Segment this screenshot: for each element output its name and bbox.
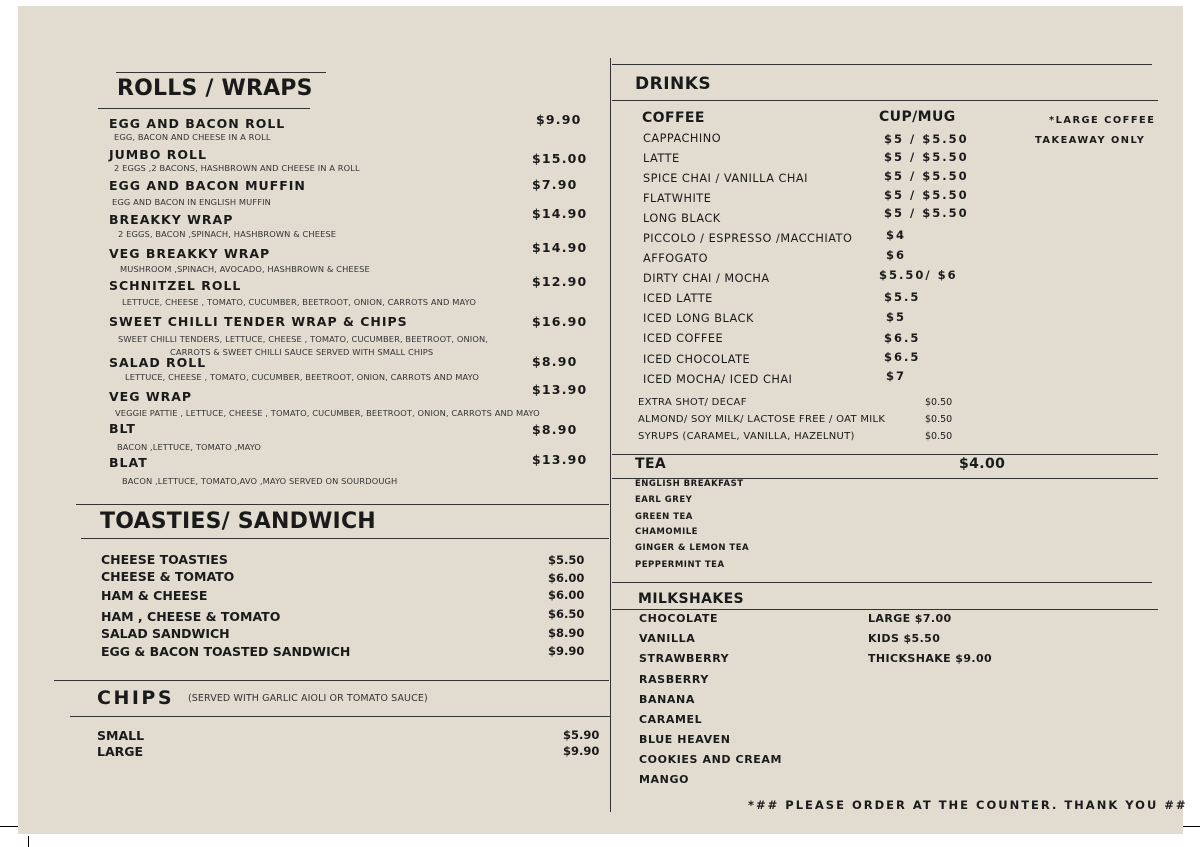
tea-price: $4.00 xyxy=(959,456,1006,472)
toastie-name: HAM , CHEESE & TOMATO xyxy=(101,609,281,624)
extra-price: $0.50 xyxy=(925,431,953,442)
coffee-name: SPICE CHAI / VANILLA CHAI xyxy=(643,172,808,185)
rolls-item-price: $14.90 xyxy=(532,206,588,221)
rolls-item-price: $15.00 xyxy=(532,151,588,166)
rolls-item-price: $8.90 xyxy=(532,354,578,369)
coffee-name: CAPPACHINO xyxy=(643,132,722,145)
rolls-item-name: BREAKKY WRAP xyxy=(109,212,234,227)
tea-item: ENGLISH BREAKFAST xyxy=(635,479,744,489)
coffee-price: $5 xyxy=(886,310,907,324)
divider xyxy=(612,609,1158,610)
section-title-toasties: TOASTIES/ SANDWICH xyxy=(100,509,376,534)
rolls-item-desc: MUSHROOM ,SPINACH, AVOCADO, HASHBROWN & CHEESE xyxy=(120,264,370,274)
menu-page xyxy=(18,6,1188,834)
rolls-item-desc: SWEET CHILLI TENDERS, LETTUCE, CHEESE , TOMATO, CUCUMBER, BEETROOT, ONION, xyxy=(118,334,488,344)
rolls-item-price: $14.90 xyxy=(532,240,588,255)
coffee-price: $7 xyxy=(886,369,907,383)
extra-price: $0.50 xyxy=(925,397,953,408)
coffee-name: ICED COFFEE xyxy=(643,332,724,345)
coffee-name: LATTE xyxy=(643,152,680,165)
rolls-item-name: SALAD ROLL xyxy=(109,355,207,370)
rolls-item-name: SWEET CHILLI TENDER WRAP & CHIPS xyxy=(109,314,408,329)
coffee-price: $6.5 xyxy=(884,350,921,364)
milkshake-flavour: BLUE HEAVEN xyxy=(639,733,731,746)
milkshake-flavour: VANILLA xyxy=(639,632,696,645)
coffee-price: $5 / $5.50 xyxy=(884,169,969,183)
milkshake-flavour: CHOCOLATE xyxy=(639,612,719,625)
extra-price: $0.50 xyxy=(925,414,953,425)
milkshake-size: KIDS $5.50 xyxy=(868,632,941,645)
milkshake-flavour: COOKIES AND CREAM xyxy=(639,753,783,766)
coffee-price: $5 / $5.50 xyxy=(884,150,969,164)
chips-price: $5.90 xyxy=(563,728,600,742)
divider xyxy=(98,108,310,109)
coffee-price: $4 xyxy=(886,228,907,242)
tea-item: EARL GREY xyxy=(635,495,693,505)
toastie-name: SALAD SANDWICH xyxy=(101,626,230,641)
milkshake-size: LARGE $7.00 xyxy=(868,612,952,625)
footer-note: *## PLEASE ORDER AT THE COUNTER. THANK YOU ## xyxy=(748,798,1188,812)
coffee-price: $5.5 xyxy=(884,290,921,304)
divider xyxy=(612,582,1152,583)
chips-note: (SERVED WITH GARLIC AIOLI OR TOMATO SAUCE) xyxy=(188,693,428,704)
rolls-item-price: $8.90 xyxy=(532,422,578,437)
rolls-item-desc: CARROTS & SWEET CHILLI SAUCE SERVED WITH SMALL CHIPS xyxy=(170,347,434,357)
divider xyxy=(612,454,1158,455)
rolls-item-name: JUMBO ROLL xyxy=(109,147,207,162)
coffee-price: $5 / $5.50 xyxy=(884,206,969,220)
rolls-item-desc: 2 EGGS ,2 BACONS, HASHBROWN AND CHEESE IN A ROLL xyxy=(114,163,360,173)
coffee-name: ICED MOCHA/ ICED CHAI xyxy=(643,373,793,386)
rolls-item-price: $13.90 xyxy=(532,452,588,467)
rolls-item-price: $12.90 xyxy=(532,274,588,289)
milkshake-flavour: BANANA xyxy=(639,693,695,706)
toastie-name: HAM & CHEESE xyxy=(101,588,208,603)
divider xyxy=(70,716,610,717)
rolls-item-price: $16.90 xyxy=(532,314,588,329)
rolls-item-desc: 2 EGGS, BACON ,SPINACH, HASHBROWN & CHEESE xyxy=(118,229,337,239)
coffee-name: AFFOGATO xyxy=(643,252,709,265)
extra-name: ALMOND/ SOY MILK/ LACTOSE FREE / OAT MILK xyxy=(638,414,886,425)
rolls-item-desc: EGG AND BACON IN ENGLISH MUFFIN xyxy=(112,197,271,207)
toastie-name: EGG & BACON TOASTED SANDWICH xyxy=(101,644,351,659)
tea-item: GREEN TEA xyxy=(635,512,693,522)
toastie-price: $6.00 xyxy=(548,588,585,602)
coffee-price: $5 / $5.50 xyxy=(884,132,969,146)
cup-mug-label: CUP/MUG xyxy=(879,109,956,125)
coffee-name: FLATWHITE xyxy=(643,192,712,205)
divider xyxy=(81,538,609,539)
divider xyxy=(54,680,609,681)
coffee-price: $5 / $5.50 xyxy=(884,188,969,202)
coffee-name: ICED CHOCOLATE xyxy=(643,353,751,366)
tea-item: CHAMOMILE xyxy=(635,527,698,537)
toastie-price: $8.90 xyxy=(548,626,585,640)
toastie-name: CHEESE & TOMATO xyxy=(101,569,235,584)
coffee-name: ICED LONG BLACK xyxy=(643,312,754,325)
divider xyxy=(76,504,609,505)
chips-size: SMALL xyxy=(97,728,145,743)
rolls-item-desc: LETTUCE, CHEESE , TOMATO, CUCUMBER, BEETROOT, ONION, CARROTS AND MAYO xyxy=(122,297,476,307)
toastie-price: $5.50 xyxy=(548,553,585,567)
rolls-item-price: $9.90 xyxy=(536,112,582,127)
toastie-price: $6.00 xyxy=(548,571,585,585)
chips-size: LARGE xyxy=(97,744,144,759)
milkshake-flavour: MANGO xyxy=(639,773,690,786)
rolls-item-desc: BACON ,LETTUCE, TOMATO,AVO ,MAYO SERVED ON SOURDOUGH xyxy=(122,476,398,486)
divider xyxy=(116,72,326,73)
coffee-price: $6 xyxy=(886,248,907,262)
coffee-name: DIRTY CHAI / MOCHA xyxy=(643,272,770,285)
rolls-item-name: BLT xyxy=(109,421,136,436)
section-title-chips: CHIPS xyxy=(97,687,175,709)
rolls-item-name: SCHNITZEL ROLL xyxy=(109,278,242,293)
rolls-item-desc: BACON ,LETTUCE, TOMATO ,MAYO xyxy=(117,442,262,452)
rolls-item-name: EGG AND BACON ROLL xyxy=(109,116,286,131)
tea-item: GINGER & LEMON TEA xyxy=(635,543,750,553)
chips-price: $9.90 xyxy=(563,744,600,758)
section-title-rolls: ROLLS / WRAPS xyxy=(117,76,313,101)
coffee-title: COFFEE xyxy=(642,110,705,126)
rolls-item-name: VEG WRAP xyxy=(109,389,193,404)
section-title-drinks: DRINKS xyxy=(635,74,712,94)
coffee-name: PICCOLO / ESPRESSO /MACCHIATO xyxy=(643,232,853,245)
column-divider xyxy=(610,58,611,812)
crop-mark xyxy=(0,826,18,827)
rolls-item-price: $13.90 xyxy=(532,382,588,397)
milkshake-size: THICKSHAKE $9.00 xyxy=(868,652,993,665)
tea-item: PEPPERMINT TEA xyxy=(635,560,725,570)
rolls-item-desc: LETTUCE, CHEESE , TOMATO, CUCUMBER, BEETROOT, ONION, CARROTS AND MAYO xyxy=(125,372,479,382)
rolls-item-name: BLAT xyxy=(109,455,148,470)
takeaway-note: TAKEAWAY ONLY xyxy=(1035,135,1146,146)
coffee-name: ICED LATTE xyxy=(643,292,713,305)
coffee-name: LONG BLACK xyxy=(643,212,721,225)
rolls-item-desc: VEGGIE PATTIE , LETTUCE, CHEESE , TOMATO, CUCUMBER, BEETROOT, ONION, CARROTS AND MAYO xyxy=(115,408,540,418)
toastie-name: CHEESE TOASTIES xyxy=(101,552,228,567)
coffee-price: $6.5 xyxy=(884,331,921,345)
toastie-price: $9.90 xyxy=(548,644,585,658)
rolls-item-name: VEG BREAKKY WRAP xyxy=(109,246,271,261)
extra-name: SYRUPS (CARAMEL, VANILLA, HAZELNUT) xyxy=(638,431,855,442)
rolls-item-name: EGG AND BACON MUFFIN xyxy=(109,178,306,193)
milkshake-flavour: RASBERRY xyxy=(639,673,709,686)
divider xyxy=(612,100,1158,101)
section-title-tea: TEA xyxy=(635,456,667,472)
divider xyxy=(612,64,1152,65)
coffee-price: $5.50/ $6 xyxy=(879,268,958,282)
rolls-item-price: $7.90 xyxy=(532,177,578,192)
milkshake-flavour: STRAWBERRY xyxy=(639,652,730,665)
large-coffee-note: *LARGE COFFEE xyxy=(1049,115,1156,126)
toastie-price: $6.50 xyxy=(548,607,585,621)
crop-mark xyxy=(1183,826,1200,827)
section-title-milkshakes: MILKSHAKES xyxy=(638,591,745,607)
milkshake-flavour: CARAMEL xyxy=(639,713,703,726)
crop-mark xyxy=(28,836,29,847)
rolls-item-desc: EGG, BACON AND CHEESE IN A ROLL xyxy=(114,132,271,142)
extra-name: EXTRA SHOT/ DECAF xyxy=(638,397,747,408)
